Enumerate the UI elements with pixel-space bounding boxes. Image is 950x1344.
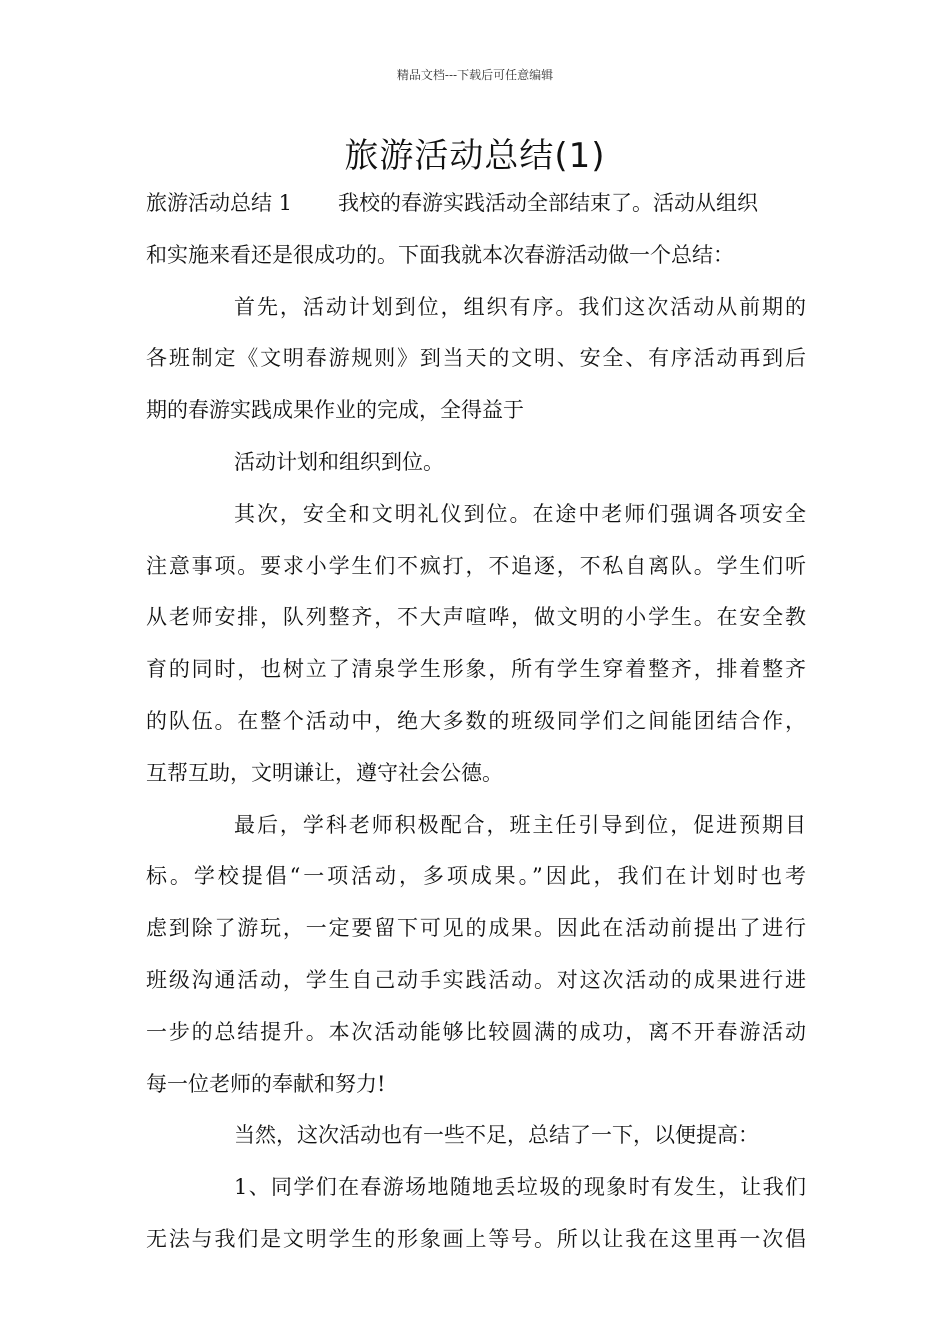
body-line: 一步的总结提升。本次活动能够比较圆满的成功，离不开春游活动 bbox=[146, 1019, 806, 1044]
document-body bbox=[146, 178, 806, 1266]
body-line: 首先，活动计划到位，组织有序。我们这次活动从前期的 bbox=[234, 294, 806, 319]
body-line: 注意事项。要求小学生们不疯打，不追逐，不私自离队。学生们听 bbox=[146, 553, 806, 578]
body-line: 从老师安排，队列整齐，不大声喧哗，做文明的小学生。在安全教 bbox=[146, 605, 806, 630]
body-line: 最后，学科老师积极配合，班主任引导到位，促进预期目 bbox=[234, 812, 806, 837]
document-title: 旅游活动总结(1) bbox=[344, 136, 606, 176]
body-line: 互帮互助，文明谦让，遵守社会公德。 bbox=[146, 760, 503, 785]
body-line: 育的同时，也树立了清泉学生形象，所有学生穿着整齐，排着整齐 bbox=[146, 657, 806, 682]
body-lines bbox=[146, 230, 806, 1266]
body-line: 1、同学们在春游场地随地丢垃圾的现象时有发生，让我们 bbox=[234, 1175, 806, 1200]
body-line: 各班制定《文明春游规则》到当天的文明、安全、有序活动再到后 bbox=[146, 346, 806, 371]
body-line-first bbox=[146, 178, 806, 230]
body-text: 我校的春游实践活动全部结束了。活动从组织 bbox=[338, 191, 759, 215]
body-line: 活动计划和组织到位。 bbox=[234, 449, 444, 474]
body-line: 虑到除了游玩，一定要留下可见的成果。因此在活动前提出了进行 bbox=[146, 916, 806, 941]
header-note: 精品文档---下载后可任意编辑 bbox=[396, 68, 554, 82]
body-line: 的队伍。在整个活动中，绝大多数的班级同学们之间能团结合作， bbox=[146, 708, 806, 733]
body-line: 期的春游实践成果作业的完成，全得益于 bbox=[146, 398, 524, 423]
body-line: 标。学校提倡“一项活动，多项成果。”因此，我们在计划时也考 bbox=[146, 864, 806, 889]
body-line: 当然，这次活动也有一些不足，总结了一下，以便提高： bbox=[234, 1123, 759, 1148]
body-line: 班级沟通活动，学生自己动手实践活动。对这次活动的成果进行进 bbox=[146, 967, 806, 992]
body-line: 和实施来看还是很成功的。下面我就本次春游活动做一个总结： bbox=[146, 242, 734, 267]
section-label: 旅游活动总结 1 bbox=[146, 191, 293, 215]
body-line: 每一位老师的奉献和努力! bbox=[146, 1071, 386, 1096]
body-line: 无法与我们是文明学生的形象画上等号。所以让我在这里再一次倡 bbox=[146, 1226, 806, 1251]
body-line: 其次，安全和文明礼仪到位。在途中老师们强调各项安全 bbox=[234, 501, 806, 526]
